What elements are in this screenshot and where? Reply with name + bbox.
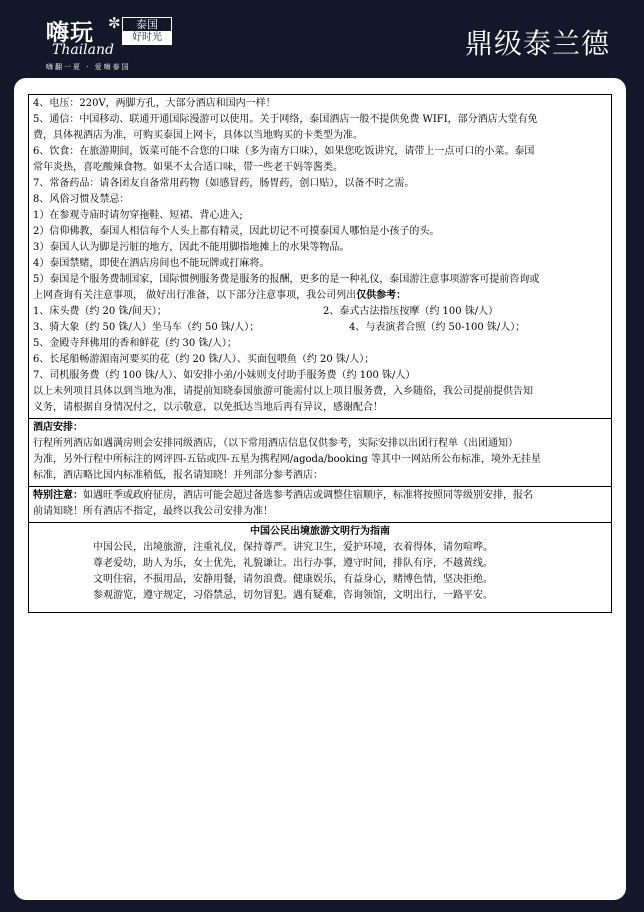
logo-slogan: 嗨翻一夏 · 爱嗨泰国	[46, 63, 131, 71]
page-header	[0, 0, 644, 78]
hotel-line-2: 为准，另外行程中所标注的网评四-五钻或四-五星为携程网/agoda/booking 等其中一网站所公布标准，境外无挂星	[33, 454, 541, 465]
tip-voltage: 4、电压：220V，两脚方孔，大部分酒店和国内一样！	[33, 98, 276, 109]
custom-2: 2）信仰佛教，泰国人相信每个人头上都有精灵，因此切记不可摸泰国人哪怕是小孩子的头。	[33, 226, 440, 237]
custom-3: 3）泰国人认为脚是污脏的地方，因此不能用脚指地摊上的水果等物品。	[33, 242, 350, 253]
civility-line-4: 参观游览，遵守规定，习俗禁忌，切勿冒犯。遇有疑难，咨询领馆，文明出行，一路平安。	[93, 590, 493, 601]
custom-5b-text: 上网查询有关注意事项， 做好出行准备，以下部分注意事项，我公司列出	[33, 290, 357, 301]
hotel-line-1: 行程所列酒店如遇满房则会安排同级酒店，（以下常用酒店信息仅供参考，实际安排以出团行程单（出团通知）	[33, 438, 518, 449]
custom-5b	[33, 288, 607, 304]
logo-badge	[122, 17, 172, 45]
fee-7: 7、司机服务费（约 100 铢/人）、如安排小弟/小妹则支付助手服务费（约 100 铢/人）	[33, 370, 416, 381]
fee-note-1: 以上未列项目具体以到当地为准，请提前知晓泰国旅游可能需付以上项目服务费，入乡随俗，我公司提前提供告知	[33, 386, 533, 397]
special-line-1	[33, 488, 607, 504]
fee-1: 1、床头费（约 20 铢/间天）；	[33, 306, 167, 317]
logo-main-text: 嗨玩	[46, 19, 94, 46]
fee-note-2: 义务，请根据自身情况付之，以示敬意，以免抵达当地后再有异议，感谢配合！	[33, 402, 383, 413]
special-notice-section	[29, 487, 611, 523]
civility-line-3: 文明住宿，不损用品，安静用餐，请勿浪费。健康娱乐，有益身心，赌博色情，坚决拒绝。	[93, 574, 493, 585]
brand-logo	[46, 14, 186, 70]
fee-row-2	[33, 320, 607, 336]
hotel-title: 酒店安排：	[33, 422, 83, 433]
custom-4: 4）泰国禁赌，即使在酒店房间也不能玩牌或打麻将。	[33, 258, 270, 269]
fee-4: 4、与表演者合照（约 50-100 铢/人）；	[349, 322, 526, 333]
custom-1: 1）在参观寺庙时请勿穿拖鞋、短裙、背心进入;	[33, 210, 243, 221]
document-page	[14, 78, 626, 900]
civility-guide-section	[29, 523, 611, 612]
fee-3: 3、骑大象（约 50 铢/人）坐马车（约 50 铢/人）；	[33, 322, 260, 333]
civility-title: 中国公民出境旅游文明行为指南	[250, 526, 390, 537]
fee-5: 5、金殿寺拜佛用的香和鲜花（约 30 铢/人）；	[33, 338, 237, 349]
fee-row-1	[33, 304, 607, 320]
special-line-2: 前请知晓！所有酒店不指定，最终以我公司安排为准！	[33, 506, 273, 517]
tip-communication-1: 5、通信：中国移动、联通开通国际漫游可以使用。关于网络，泰国酒店一般不提供免费 WIFI，部分酒店大堂有免	[33, 114, 538, 125]
brand-title: 鼎级泰兰德	[464, 27, 610, 60]
travel-tips-section	[29, 95, 611, 419]
palm-tree-icon: ✼	[108, 14, 121, 32]
custom-5a: 5）泰国是个服务费制国家，国际惯例服务费是服务的报酬，更多的是一种礼仪，泰国游注意事项游客可提前咨询或	[33, 274, 540, 285]
civility-line-2: 尊老爱幼，助人为乐，女士优先，礼貌谦让。出行办事，遵守时间，排队有序，不越黄线。	[93, 558, 493, 569]
hotel-section	[29, 419, 611, 487]
tip-customs-heading: 8、风俗习惯及禁忌：	[33, 194, 130, 205]
logo-badge-bottom: 好时光	[123, 31, 171, 44]
fee-6: 6、长尾船畅游湄南河要买的花（约 20 铢/人）、买面包喂鱼（约 20 铢/人）；	[33, 354, 375, 365]
tip-communication-2: 费，具体视酒店为准，可购买泰国上网卡，具体以当地购买的卡类型为准。	[33, 130, 363, 141]
tip-food-1: 6、饮食：在旅游期间，饭菜可能不合您的口味（多为南方口味），如果您吃饭讲究，请带上一点可口的小菜。泰国	[33, 146, 535, 157]
logo-en-text: Thailand	[52, 42, 114, 58]
logo-badge-top: 泰国	[136, 18, 158, 31]
hotel-line-3: 标准，酒店略比国内标准稍低，报名请知晓！并列部分参考酒店：	[33, 470, 323, 481]
fee-2: 2、泰式古法指压按摩（约 100 铢/人）	[323, 306, 499, 317]
info-table	[28, 94, 612, 613]
special-text: 如遇旺季或政府征房，酒店可能会超过备选参考酒店或调整住宿顺序，标准将按照同等级别安排，报名	[83, 490, 533, 501]
special-label: 特别注意：	[33, 490, 83, 501]
tip-food-2: 常年炎热，喜吃酸辣食物。如果不太合适口味，带一些老干妈等酱类。	[33, 162, 343, 173]
civility-line-1: 中国公民，出境旅游，注重礼仪，保持尊严。讲究卫生，爱护环境，衣着得体，请勿喧哗。	[93, 542, 493, 553]
tip-medicine: 7、常备药品：请各团友自备常用药物（如感冒药，肠胃药，创口贴），以备不时之需。	[33, 178, 415, 189]
reference-only-label: 仅供参考：	[356, 290, 407, 301]
